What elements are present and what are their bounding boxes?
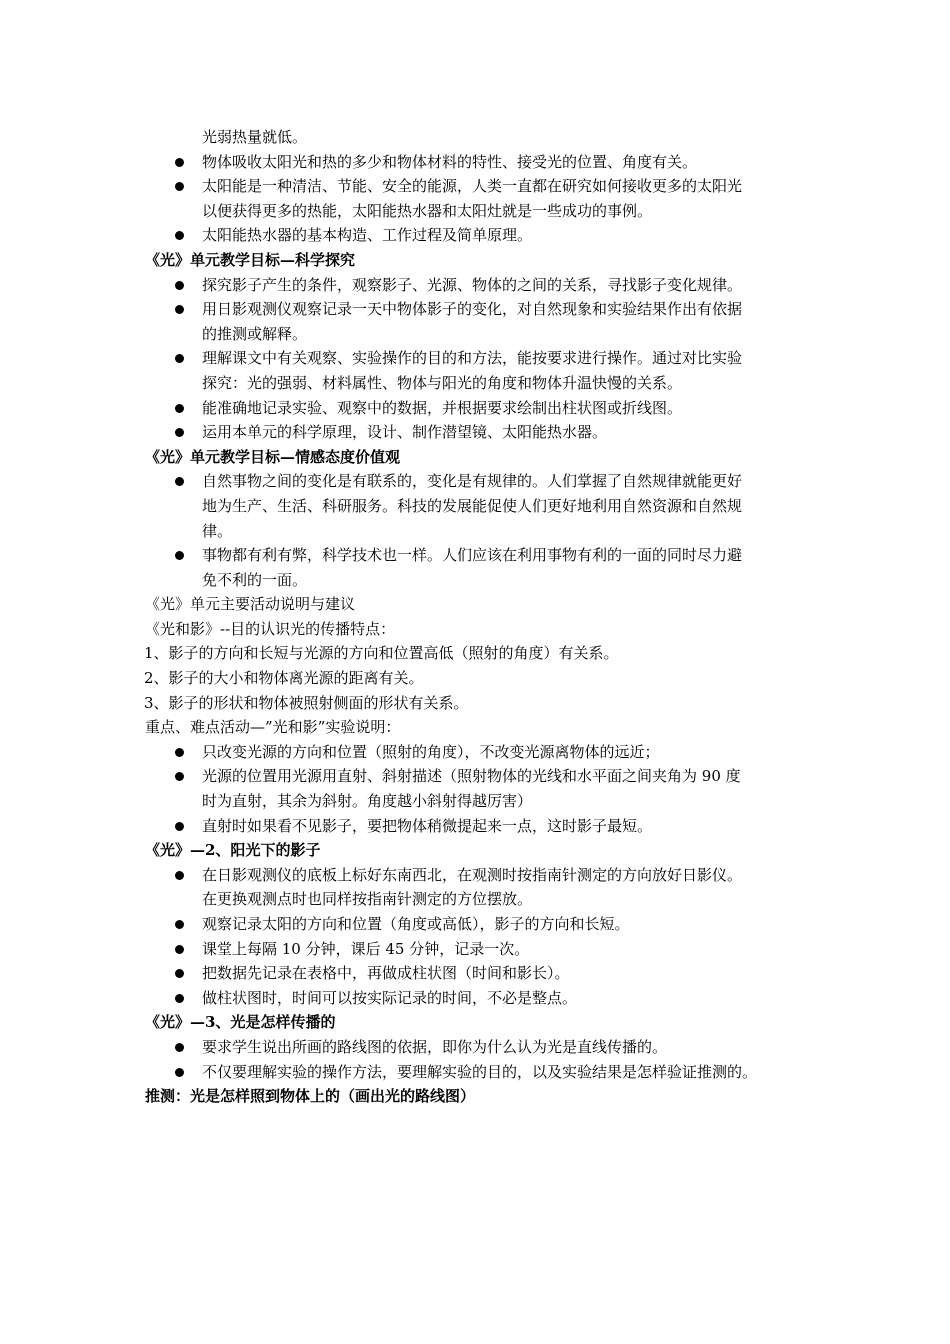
bullet-dot-icon <box>175 822 184 831</box>
bullet-dot-icon <box>175 871 184 880</box>
bullet-text-line: 在日影观测仪的底板上标好东南西北，在观测时按指南针测定的方向放好日影仪。 <box>202 865 743 884</box>
bullet-text-line: 以便获得更多的热能，太阳能热水器和太阳灶就是一些成功的事例。 <box>202 201 653 220</box>
key-activity-bullet-list <box>145 740 825 838</box>
bullet-item <box>145 764 825 813</box>
section-heading-sunlight: 《光》—2、阳光下的影子 <box>145 841 321 860</box>
bullet-dot-icon <box>175 428 184 437</box>
bullet-dot-icon <box>175 994 184 1003</box>
bullet-item <box>145 740 825 765</box>
bullet-dot-icon <box>175 477 184 486</box>
bullet-dot-icon <box>175 920 184 929</box>
activities-title: 《光》单元主要活动说明与建议 <box>145 595 356 614</box>
bullet-dot-icon <box>175 551 184 560</box>
bullet-item <box>145 273 825 298</box>
bullet-item <box>145 297 825 346</box>
bullet-text-line: 用日影观测仪观察记录一天中物体影子的变化，对自然现象和实验结果作出有依据 <box>202 300 743 319</box>
inference-heading: 推测：光是怎样照到物体上的（画出光的路线图） <box>145 1087 476 1106</box>
bullet-item <box>145 1060 825 1085</box>
bullet-text-line: 探究影子产生的条件，观察影子、光源、物体的之间的关系，寻找影子变化规律。 <box>202 275 743 294</box>
bullet-text-line: 把数据先记录在表格中，再做成柱状图（时间和影长）。 <box>202 964 570 983</box>
bullet-text-line: 运用本单元的科学原理，设计、制作潜望镜、太阳能热水器。 <box>202 423 608 442</box>
bullet-item <box>145 937 825 962</box>
bullet-item <box>145 420 825 445</box>
bullet-item <box>145 174 825 223</box>
sunlight-bullet-list <box>145 863 825 1011</box>
bullet-text-line: 律。 <box>202 521 233 540</box>
bullet-dot-icon <box>175 305 184 314</box>
document-body <box>145 125 825 1109</box>
section-heading-inquiry: 《光》单元教学目标—科学探究 <box>145 250 356 269</box>
bullet-dot-icon <box>175 969 184 978</box>
bullet-text-line: 直射时如果看不见影子，要把物体稍微提起来一点，这时影子最短。 <box>202 816 653 835</box>
bullet-text-line: 课堂上每隔 10 分钟，课后 45 分钟，记录一次。 <box>202 939 530 958</box>
bullet-item <box>145 986 825 1011</box>
intro-continuation: 光弱热量就低。 <box>202 128 308 146</box>
bullet-dot-icon <box>175 945 184 954</box>
bullet-text-line: 光源的位置用光源用直射、斜射描述（照射物体的光线和水平面之间夹角为 90 度 <box>202 767 741 786</box>
bullet-item <box>145 912 825 937</box>
bullet-text-line: 太阳能是一种清洁、节能、安全的能源，人类一直都在研究如何接收更多的太阳光 <box>202 177 743 196</box>
bullet-text-line: 只改变光源的方向和位置（照射的角度），不改变光源离物体的远近； <box>202 742 660 761</box>
bullet-text-line: 不仅要理解实验的操作方法，要理解实验的目的，以及实验结果是怎样验证推测的。 <box>202 1062 758 1081</box>
bullet-item <box>145 469 825 543</box>
bullet-item <box>145 961 825 986</box>
bullet-text-line: 要求学生说出所画的路线图的依据，即你为什么认为光是直线传播的。 <box>202 1037 668 1056</box>
bullet-text-line: 做柱状图时，时间可以按实际记录的时间，不必是整点。 <box>202 988 578 1007</box>
bullet-text-line: 理解课文中有关观察、实验操作的目的和方法，能按要求进行操作。通过对比实验 <box>202 349 743 368</box>
bullet-text-line: 物体吸收太阳光和热的多少和物体材料的特性、接受光的位置、角度有关。 <box>202 152 698 171</box>
bullet-text-line: 免不利的一面。 <box>202 570 308 589</box>
bullet-dot-icon <box>175 1043 184 1052</box>
bullet-text-line: 地为生产、生活、科研服务。科技的发展能促使人们更好地利用自然资源和自然规 <box>202 496 743 515</box>
bullet-dot-icon <box>175 1068 184 1077</box>
values-bullet-list <box>145 469 825 592</box>
propagation-bullet-list <box>145 1035 825 1084</box>
light-shadow-title: 《光和影》--目的认识光的传播特点： <box>145 619 396 638</box>
bullet-item <box>145 863 825 912</box>
bullet-dot-icon <box>175 231 184 240</box>
bullet-text-line: 太阳能热水器的基本构造、工作过程及简单原理。 <box>202 226 533 245</box>
bullet-dot-icon <box>175 404 184 413</box>
bullet-item <box>145 543 825 592</box>
bullet-text-line: 事物都有利有弊，科学技术也一样。人们应该在利用事物有利的一面的同时尽力避 <box>202 546 743 565</box>
bullet-item <box>145 150 825 175</box>
bullet-text-line: 的推测或解释。 <box>202 324 308 343</box>
key-activity-title: 重点、难点活动—”光和影”实验说明： <box>145 718 401 737</box>
bullet-item <box>145 223 825 248</box>
section-heading-values: 《光》单元教学目标—情感态度价值观 <box>145 447 401 466</box>
bullet-text-line: 能准确地记录实验、观察中的数据，并根据要求绘制出柱状图或折线图。 <box>202 398 683 417</box>
bullet-text-line: 探究：光的强弱、材料属性、物体与阳光的角度和物体升温快慢的关系。 <box>202 373 683 392</box>
bullet-text-line: 观察记录太阳的方向和位置（角度或高低），影子的方向和长短。 <box>202 915 630 933</box>
bullet-item <box>145 396 825 421</box>
bullet-dot-icon <box>175 281 184 290</box>
intro-bullet-list <box>145 150 825 248</box>
bullet-dot-icon <box>175 748 184 757</box>
bullet-item <box>145 346 825 395</box>
bullet-text-line: 自然事物之间的变化是有联系的，变化是有规律的。人们掌握了自然规律就能更好 <box>202 472 743 491</box>
bullet-text-line: 时为直射，其余为斜射。角度越小斜射得越厉害） <box>202 792 533 811</box>
bullet-dot-icon <box>175 354 184 363</box>
bullet-item <box>145 814 825 839</box>
bullet-dot-icon <box>175 158 184 167</box>
bullet-dot-icon <box>175 182 184 191</box>
section-heading-propagation: 《光》—3、光是怎样传播的 <box>145 1013 336 1032</box>
bullet-item <box>145 1035 825 1060</box>
numbered-point-1: 1、影子的方向和长短与光源的方向和位置高低（照射的角度）有关系。 <box>144 644 619 663</box>
bullet-text-line: 在更换观测点时也同样按指南针测定的方位摆放。 <box>202 890 533 909</box>
numbered-point-3: 3、影子的形状和物体被照射侧面的形状有关系。 <box>144 693 469 712</box>
inquiry-bullet-list <box>145 273 825 445</box>
numbered-point-2: 2、影子的大小和物体离光源的距离有关。 <box>144 669 424 688</box>
bullet-dot-icon <box>175 772 184 781</box>
